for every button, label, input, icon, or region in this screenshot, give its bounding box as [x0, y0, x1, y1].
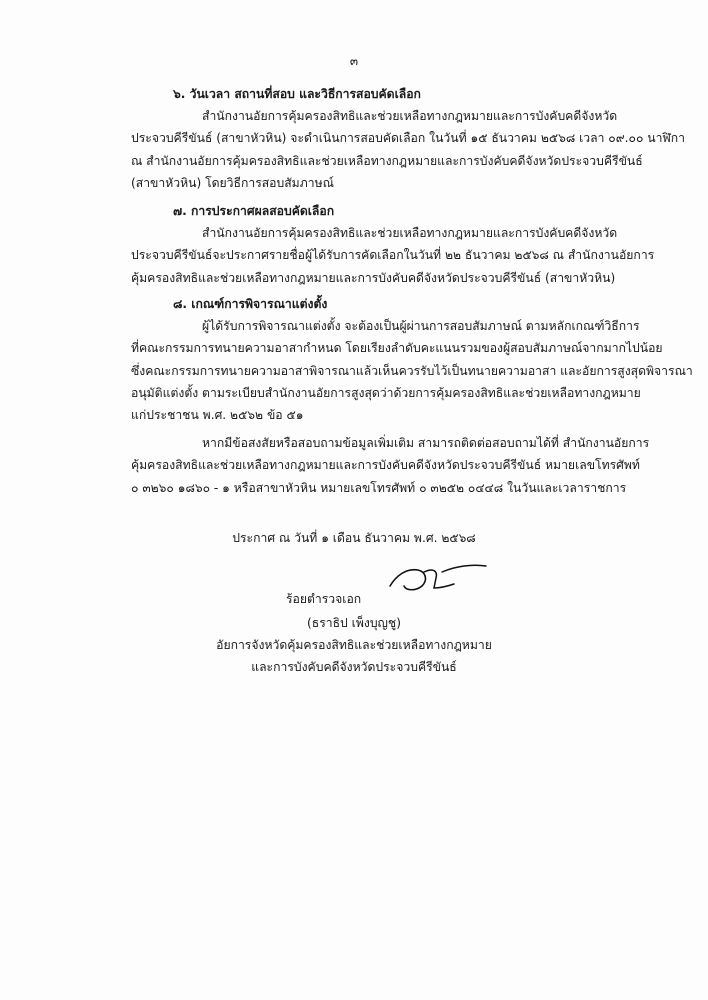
paragraph-line: คุ้มครองสิทธิและช่วยเหลือทางกฎหมายและการบังคับคดีจังหวัดประจวบคีรีขันธ์ หมายเลขโทรศัพท์	[131, 458, 640, 473]
paragraph-line: หากมีข้อสงสัยหรือสอบถามข้อมูลเพิ่มเติม สามารถติดต่อสอบถามได้ที่ สำนักงานอัยการ	[202, 436, 650, 450]
paragraph-line: ซึ่งคณะกรรมการทนายความอาสาพิจารณาแล้วเห็นควรรับไว้เป็นทนายความอาสา และอัยการสูงสุดพิจารณา	[131, 363, 693, 378]
section-heading: ๗. การประกาศผลสอบคัดเลือก	[173, 204, 335, 218]
paragraph-line: คุ้มครองสิทธิและช่วยเหลือทางกฎหมายและการบังคับคดีจังหวัดประจวบคีรีขันธ์ (สาขาหัวหิน)	[131, 270, 616, 285]
announcement-date	[0, 527, 708, 549]
signatory-title	[0, 634, 708, 679]
paragraph-line: ณ สำนักงานอัยการคุ้มครองสิทธิและช่วยเหลือทางกฎหมายและการบังคับคดีจังหวัดประจวบคีรีขันธ์	[131, 153, 643, 168]
paragraph-line: ผู้ได้รับการพิจารณาแต่งตั้ง จะต้องเป็นผู้ผ่านการสอบสัมภาษณ์ ตามหลักเกณฑ์วิธีการ	[202, 319, 640, 333]
signatory-title-line: อัยการจังหวัดคุ้มครองสิทธิและช่วยเหลือทางกฎหมาย	[216, 638, 492, 652]
paragraph-line: สำนักงานอัยการคุ้มครองสิทธิและช่วยเหลือทางกฎหมายและการบังคับคดีจังหวัด	[202, 226, 618, 240]
section-heading: ๖. วันเวลา สถานที่สอบ และวิธีการสอบคัดเลือก	[173, 87, 421, 101]
section-appointment-criteria	[131, 293, 693, 426]
paragraph-line: ๐ ๓๒๖๐ ๑๘๖๐ - ๑ หรือสาขาหัวหิน หมายเลขโทรศัพท์ ๐ ๓๒๕๒ ๐๔๔๘ ในวันและเวลาราชการ	[131, 480, 627, 495]
page-number: ๓	[349, 54, 359, 68]
paragraph-line: ประจวบคีรีขันธ์จะประกาศรายชื่อผู้ได้รับการคัดเลือกในวันที่ ๒๒ ธันวาคม ๒๕๖๘ ณ สำนักงานอัยการ	[131, 248, 655, 263]
signatory-title-line: และการบังคับคดีจังหวัดประจวบคีรีขันธ์	[251, 660, 457, 675]
paragraph-line: แก่ประชาชน พ.ศ. ๒๕๖๒ ข้อ ๕๑	[131, 408, 304, 423]
section-results-announcement	[131, 200, 655, 289]
signatory-name: (ธราธิป เพ็งบุญชู)	[307, 616, 401, 630]
paragraph-line: สำนักงานอัยการคุ้มครองสิทธิและช่วยเหลือทางกฎหมายและการบังคับคดีจังหวัด	[202, 109, 618, 123]
paragraph-line: ประจวบคีรีขันธ์ (สาขาหัวหิน) จะดำเนินการสอบคัดเลือก ในวันที่ ๑๕ ธันวาคม ๒๕๖๘ เวลา ๐๙.๐๐ นาฬิกา	[131, 131, 686, 146]
section-exam-schedule	[131, 83, 686, 194]
paragraph-line: อนุมัติแต่งตั้ง ตามระเบียบสำนักงานอัยการสูงสุดว่าด้วยการคุ้มครองสิทธิและช่วยเหลือทางกฎหมาย	[131, 385, 641, 400]
signatory-rank: ร้อยตำรวจเอก	[286, 592, 362, 606]
paragraph-line: (สาขาหัวหิน) โดยวิธีการสอบสัมภาษณ์	[131, 175, 334, 190]
date-line: ประกาศ ณ วันที่ ๑ เดือน ธันวาคม พ.ศ. ๒๕๖๘	[232, 531, 476, 545]
paragraph-line: ที่คณะกรรมการทนายความอาสากำหนด โดยเรียงลำดับคะแนนรวมของผู้สอบสัมภาษณ์จากมากไปน้อย	[131, 341, 663, 356]
contact-paragraph	[131, 432, 650, 499]
handwritten-signature	[382, 558, 492, 598]
section-heading: ๘. เกณฑ์การพิจารณาแต่งตั้ง	[173, 297, 328, 311]
